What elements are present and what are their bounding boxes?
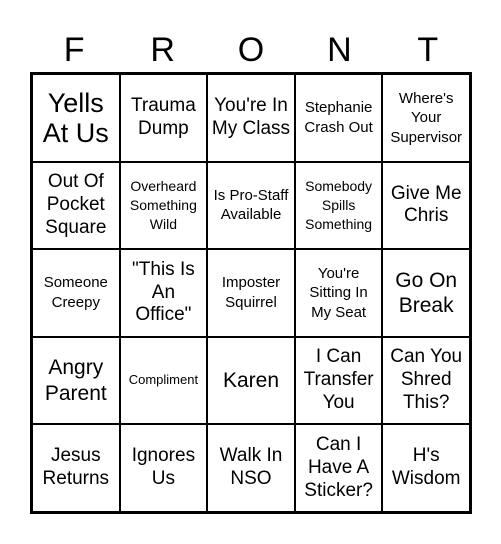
header-letter-n: N — [327, 30, 352, 69]
bingo-cell[interactable]: Stephanie Crash Out — [295, 74, 383, 162]
bingo-cell[interactable]: Is Pro-Staff Available — [207, 162, 295, 250]
bingo-cell[interactable]: Yells At Us — [32, 74, 120, 162]
bingo-board — [30, 72, 472, 514]
bingo-cell[interactable]: Can I Have A Sticker? — [295, 424, 383, 512]
bingo-cell[interactable]: H's Wisdom — [382, 424, 470, 512]
bingo-cell[interactable]: Where's Your Supervisor — [382, 74, 470, 162]
header-letter-o: O — [237, 30, 265, 69]
bingo-header — [30, 28, 472, 72]
bingo-cell[interactable]: Ignores Us — [120, 424, 208, 512]
bingo-cell[interactable]: Walk In NSO — [207, 424, 295, 512]
bingo-cell[interactable]: Karen — [207, 337, 295, 425]
bingo-cell[interactable]: Angry Parent — [32, 337, 120, 425]
bingo-cell[interactable]: I Can Transfer You — [295, 337, 383, 425]
bingo-cell[interactable]: You're Sitting In My Seat — [295, 249, 383, 337]
bingo-cell[interactable]: Compliment — [120, 337, 208, 425]
bingo-cell[interactable]: Overheard Something Wild — [120, 162, 208, 250]
header-letter-r: R — [150, 30, 175, 69]
bingo-cell[interactable]: Somebody Spills Something — [295, 162, 383, 250]
bingo-cell[interactable]: Can You Shred This? — [382, 337, 470, 425]
bingo-cell[interactable]: You're In My Class — [207, 74, 295, 162]
bingo-cell[interactable]: Out Of Pocket Square — [32, 162, 120, 250]
bingo-cell[interactable]: Give Me Chris — [382, 162, 470, 250]
bingo-cell[interactable]: "This Is An Office" — [120, 249, 208, 337]
bingo-cell[interactable]: Someone Creepy — [32, 249, 120, 337]
bingo-cell[interactable]: Go On Break — [382, 249, 470, 337]
bingo-cell[interactable]: Trauma Dump — [120, 74, 208, 162]
bingo-cell[interactable]: Jesus Returns — [32, 424, 120, 512]
header-letter-t: T — [417, 30, 439, 69]
header-letter-f: F — [63, 30, 85, 69]
bingo-cell[interactable]: Imposter Squirrel — [207, 249, 295, 337]
